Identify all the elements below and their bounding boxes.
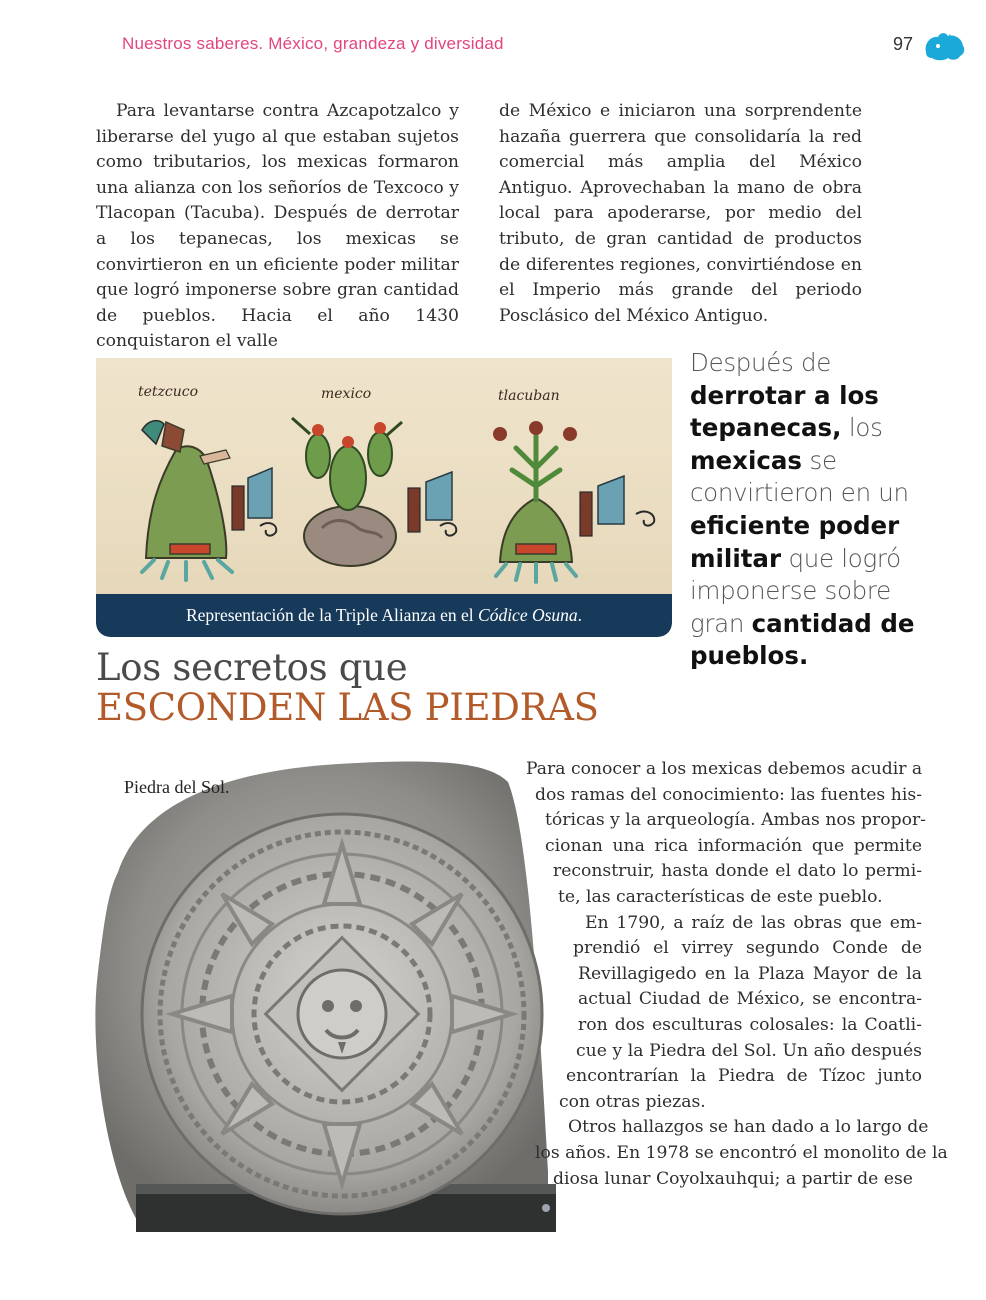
- section-title-line1: Los secretos que: [96, 646, 408, 689]
- body-line: te, las características de este pueblo.: [558, 887, 883, 907]
- coyote-head-icon: [922, 30, 966, 64]
- stone-caption: Piedra del Sol.: [124, 777, 230, 797]
- tlacopan-glyph: [493, 421, 577, 582]
- body-line: diosa lunar Coyolxauhqui; a partir de ese: [553, 1168, 913, 1189]
- intro-paragraph-left: Para levantarse contra Azcapotzalco y liberarse del yugo al que estaban sujetos como tributarios, los mexicas formaron una alianza con los señoríos de Texcoco y Tlacopan (Tacuba). Después de derrotar a los tepanecas, los mexicas se convirtieron en un eficiente poder militar que logró imponerse sobre gran cantidad de pueblos. Hacia el año 1430 conquistaron el valle: [96, 101, 459, 352]
- intro-column-left: [96, 99, 459, 355]
- mexico-nopal-glyph: [292, 418, 402, 566]
- speech-glyph-3: [580, 476, 654, 536]
- body-line: los años. En 1978 se encontró el monolito de la: [535, 1143, 948, 1163]
- section-title-line2: ESCONDEN LAS PIEDRAS: [96, 686, 599, 729]
- speech-glyph-2: [408, 472, 456, 536]
- pull-quote: [690, 347, 930, 673]
- running-header: Nuestros saberes. México, grandeza y diversidad: [122, 34, 504, 53]
- body-line: dos ramas del conocimiento: las fuentes his-: [535, 784, 922, 805]
- codex-label-tetzcuco: tetzcuco: [138, 384, 199, 400]
- pullquote-seg-5: eficiente poder militar: [690, 510, 900, 573]
- pullquote-seg-0: Después de: [690, 348, 832, 377]
- body-line: ron dos esculturas colosales: la Coatli-: [578, 1015, 922, 1035]
- codex-label-tlacuban: tlacuban: [498, 388, 560, 404]
- codex-caption: Representación de la Triple Alianza en el Códice Osuna.: [185, 605, 583, 625]
- pullquote-seg-7: cantidad de pueblos.: [690, 608, 915, 671]
- pullquote-seg-4: se convirtieron en un: [690, 445, 909, 508]
- body-line: encontrarían la Piedra de Tízoc junto: [566, 1066, 922, 1087]
- body-line: Para conocer a los mexicas debemos acudir a: [526, 759, 923, 779]
- body-line: con otras piezas.: [559, 1091, 706, 1112]
- pullquote-seg-1: derrotar a los tepanecas,: [690, 380, 879, 443]
- body-line: actual Ciudad de México, se encontra-: [578, 989, 922, 1010]
- body-line: prendió el virrey segundo Conde de: [573, 938, 922, 959]
- body-line: reconstruir, hasta donde el dato lo permi-: [553, 861, 922, 882]
- pullquote-seg-2: los: [841, 413, 883, 443]
- codex-caption-bar: [96, 594, 672, 637]
- body-line: Otros hallazgos se han dado a lo largo de: [568, 1117, 929, 1138]
- pullquote-seg-3: mexicas: [690, 445, 802, 475]
- speech-glyph-1: [232, 468, 276, 536]
- page-number: 97: [893, 34, 914, 54]
- body-line: cue y la Piedra del Sol. Un año después: [576, 1040, 922, 1061]
- body-line: Revillagigedo en la Plaza Mayor de la: [578, 963, 922, 984]
- piedra-del-sol-image: [78, 752, 558, 1240]
- body-line: cionan una rica información que permite: [545, 835, 922, 856]
- codex-illustration: [96, 358, 672, 598]
- sun-stone-disc: [142, 814, 542, 1214]
- body-line: En 1790, a raíz de las obras que em-: [585, 912, 922, 933]
- codex-label-mexico: mexico: [321, 386, 372, 402]
- intro-paragraph-right: de México e iniciaron una sorprendente hazaña guerrera que consolidaría la red comercial más amplia del México Antiguo. Aprovechaban la mano de obra local para apoderarse, por medio del tributo, de gran cantidad de productos de diferentes regiones, convirtiéndose en el Imperio más grande del periodo Posclásico del México Antiguo.: [499, 101, 862, 326]
- body-line: tóricas y la arqueología. Ambas nos propor-: [545, 810, 926, 831]
- intro-column-right: [499, 99, 862, 329]
- pullquote-seg-6: que logró imponerse sobre gran: [690, 543, 901, 638]
- texcoco-glyph: [142, 421, 232, 580]
- codex-osuna-image: [96, 358, 672, 637]
